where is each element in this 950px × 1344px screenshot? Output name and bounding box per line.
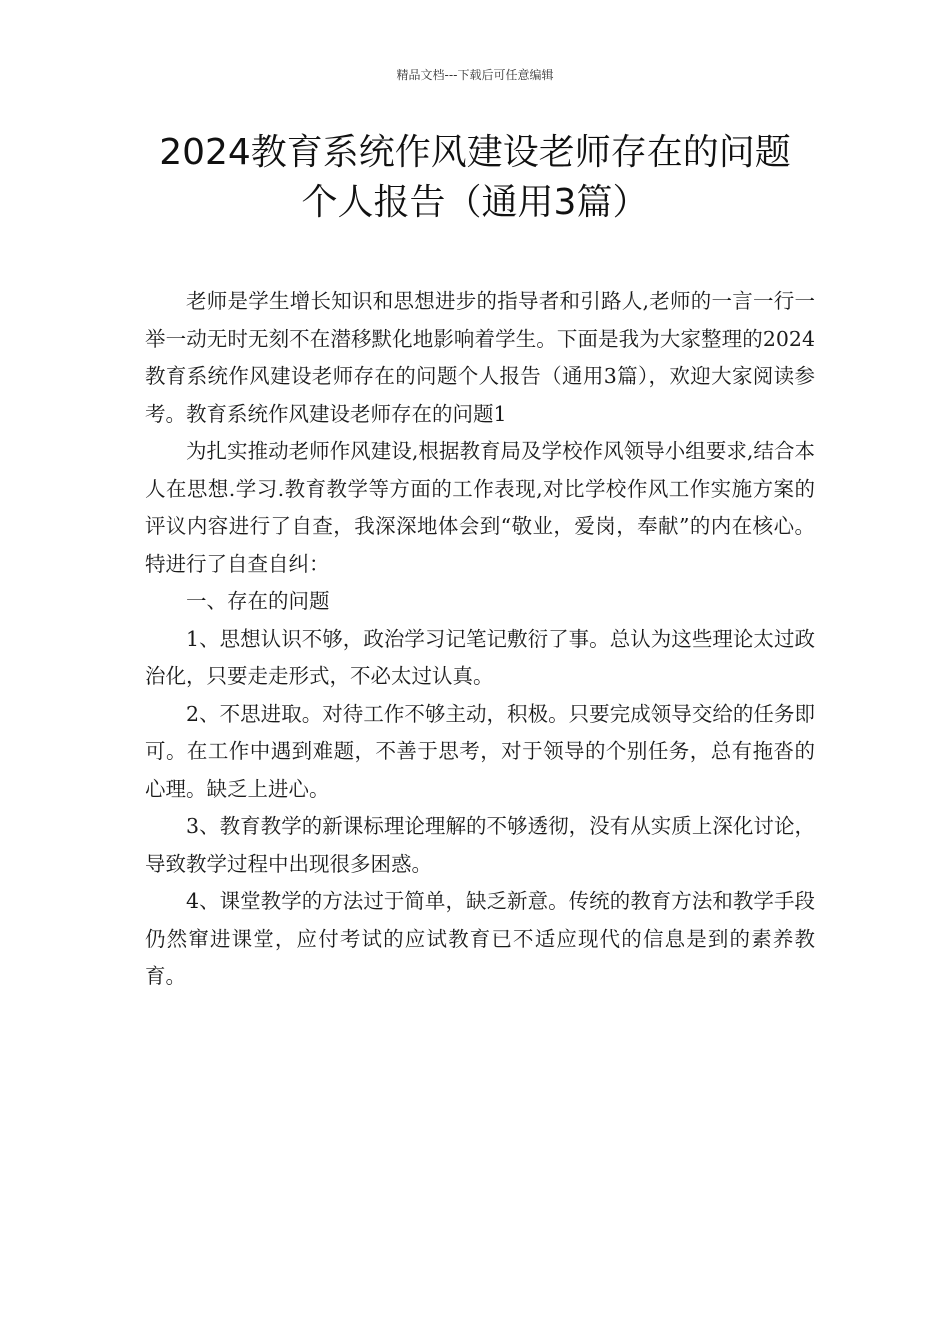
paragraph-intro: 老师是学生增长知识和思想进步的指导者和引路人,老师的一言一行一举一动无时无刻不在潜移默化地影响着学生。下面是我为大家整理的2024教育系统作风建设老师存在的问题个人报告（通用3篇），欢迎大家阅读参考。教育系统作风建设老师存在的问题1	[145, 289, 815, 426]
list-item: 3、教育教学的新课标理论理解的不够透彻，没有从实质上深化讨论，导致教学过程中出现很多困惑。	[145, 814, 815, 876]
list-item: 2、不思进取。对待工作不够主动，积极。只要完成领导交给的任务即可。在工作中遇到难题，不善于思考，对于领导的个别任务，总有拖沓的心理。缺乏上进心。	[145, 701, 815, 801]
document-title	[100, 128, 850, 228]
title-line-2: 个人报告（通用3篇）	[301, 182, 649, 223]
section-heading: 一、存在的问题	[186, 589, 330, 613]
paragraph-self-review: 为扎实推动老师作风建设,根据教育局及学校作风领导小组要求,结合本人在思想.学习.教育教学等方面的工作表现,对比学校作风工作实施方案的评议内容进行了自查，我深深地体会到“敬业，爱岗，奉献”的内在核心。特进行了自查自纠：	[145, 439, 815, 576]
document-body	[145, 283, 815, 996]
list-item: 1、思想认识不够，政治学习记笔记敷衍了事。总认为这些理论太过政治化，只要走走形式，不必太过认真。	[145, 626, 815, 688]
title-line-1: 2024教育系统作风建设老师存在的问题	[159, 132, 791, 173]
header-watermark: 精品文档---下载后可任意编辑	[396, 68, 554, 82]
list-item: 4、课堂教学的方法过于简单，缺乏新意。传统的教育方法和教学手段仍然窜进课堂，应付考试的应试教育已不适应现代的信息是到的素养教育。	[145, 889, 815, 988]
